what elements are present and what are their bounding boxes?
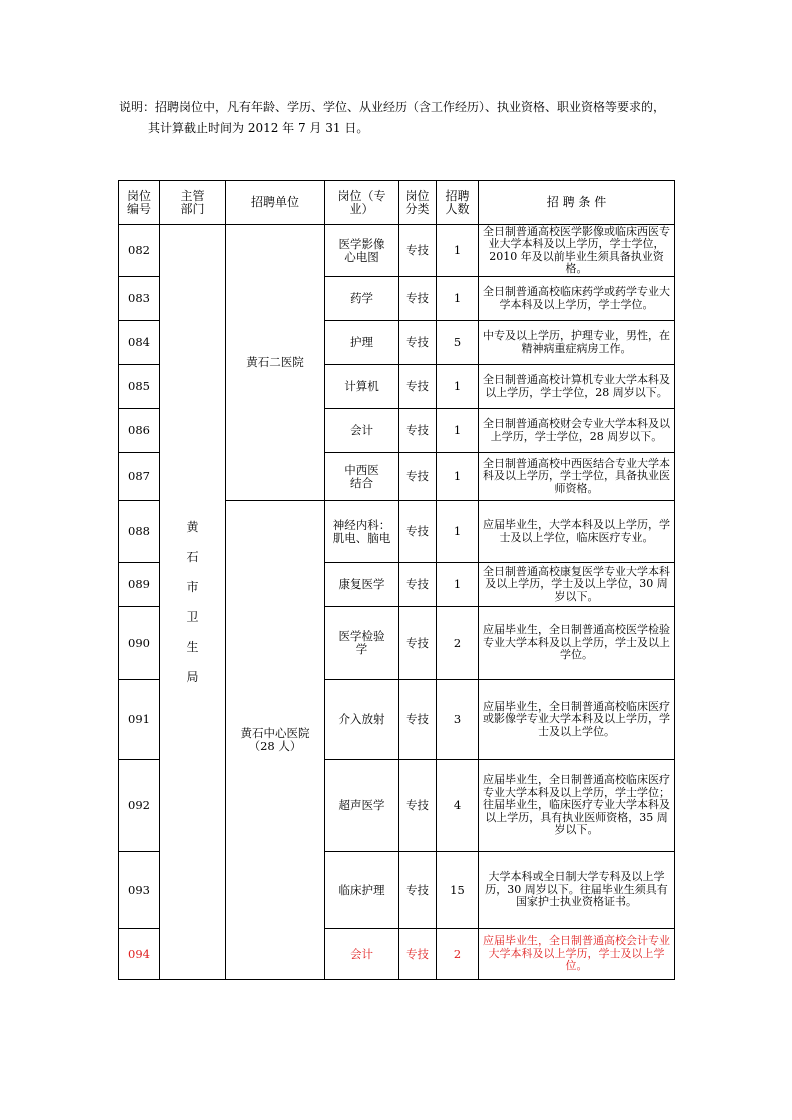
row-count: 3 [437,680,479,760]
row-conditions: 应届毕业生，全日制普通高校临床医疗或影像学专业大学本科及以上学历，学士及以上学位。 [479,680,675,760]
row-count: 15 [437,852,479,929]
row-post: 会计 [325,929,399,980]
row-category: 专技 [399,760,437,852]
row-count: 1 [437,563,479,607]
row-conditions: 应届毕业生，大学本科及以上学历，学士及以上学位，临床医疗专业。 [479,501,675,563]
row-conditions: 应届毕业生，全日制普通高校医学检验专业大学本科及以上学历，学士及以上学位。 [479,607,675,680]
row-category: 专技 [399,453,437,501]
row-post: 会计 [325,409,399,453]
row-conditions: 全日制普通高校康复医学专业大学本科及以上学历，学士及以上学位，30 周岁以下。 [479,563,675,607]
row-count: 4 [437,760,479,852]
dept-name: 黄石市卫生局 [186,520,199,684]
header-conditions: 招 聘 条 件 [479,181,675,225]
row-code: 085 [119,365,160,409]
row-post: 药学 [325,277,399,321]
row-code: 089 [119,563,160,607]
row-code: 082 [119,225,160,277]
row-code: 094 [119,929,160,980]
row-conditions: 应届毕业生，全日制普通高校会计专业大学本科及以上学历，学士及以上学位。 [479,929,675,980]
row-code: 084 [119,321,160,365]
note-line-2: 其计算截止时间为 2012 年 7 月 31 日。 [148,121,369,135]
row-count: 2 [437,929,479,980]
row-post: 临床护理 [325,852,399,929]
row-conditions: 中专及以上学历，护理专业，男性，在精神病重症病房工作。 [479,321,675,365]
row-post: 医学检验学 [325,607,399,680]
row-count: 2 [437,607,479,680]
row-category: 专技 [399,501,437,563]
row-category: 专技 [399,277,437,321]
unit-cell-2: 黄石中心医院（28 人） [226,501,325,980]
row-code: 091 [119,680,160,760]
row-code: 088 [119,501,160,563]
row-post: 护理 [325,321,399,365]
row-count: 1 [437,225,479,277]
row-count: 1 [437,365,479,409]
row-code: 093 [119,852,160,929]
header-code: 岗位编号 [119,181,160,225]
row-post: 超声医学 [325,760,399,852]
row-category: 专技 [399,680,437,760]
row-count: 1 [437,501,479,563]
row-conditions: 全日制普通高校财会专业大学本科及以上学历，学士学位，28 周岁以下。 [479,409,675,453]
row-conditions: 应届毕业生，全日制普通高校临床医疗专业大学本科及以上学历，学士学位；往届毕业生，临床医疗专业大学本科及以上学历，具有执业医师资格，35 周岁以下。 [479,760,675,852]
header-count: 招聘人数 [437,181,479,225]
row-category: 专技 [399,321,437,365]
row-code: 087 [119,453,160,501]
row-count: 5 [437,321,479,365]
row-post: 神经内科：肌电、脑电 [325,501,399,563]
row-code: 092 [119,760,160,852]
recruitment-table [118,180,675,980]
header-unit: 招聘单位 [226,181,325,225]
row-count: 1 [437,453,479,501]
row-post: 医学影像心电图 [325,225,399,277]
table-row [119,225,675,277]
row-category: 专技 [399,852,437,929]
row-post: 中西医结合 [325,453,399,501]
dept-cell [160,225,226,980]
row-category: 专技 [399,365,437,409]
row-conditions: 全日制普通高校医学影像或临床西医专业大学本科及以上学历，学士学位，2010 年及以前毕业生须具备执业资格。 [479,225,675,277]
row-conditions: 大学本科或全日制大学专科及以上学历，30 周岁以下。往届毕业生须具有国家护士执业资格证书。 [479,852,675,929]
row-category: 专技 [399,563,437,607]
header-row [119,181,675,225]
row-category: 专技 [399,929,437,980]
row-count: 1 [437,409,479,453]
row-category: 专技 [399,409,437,453]
row-conditions: 全日制普通高校计算机专业大学本科及以上学历，学士学位，28 周岁以下。 [479,365,675,409]
row-post: 康复医学 [325,563,399,607]
row-category: 专技 [399,225,437,277]
header-post: 岗位（专业） [325,181,399,225]
row-conditions: 全日制普通高校临床药学或药学专业大学本科及以上学历，学士学位。 [479,277,675,321]
row-count: 1 [437,277,479,321]
unit-cell-1: 黄石二医院 [226,225,325,501]
row-code: 083 [119,277,160,321]
header-category: 岗位分类 [399,181,437,225]
row-code: 090 [119,607,160,680]
row-code: 086 [119,409,160,453]
row-post: 计算机 [325,365,399,409]
row-conditions: 全日制普通高校中西医结合专业大学本科及以上学历，学士学位，具备执业医师资格。 [479,453,675,501]
note-line-1: 说明：招聘岗位中，凡有年龄、学历、学位、从业经历（含工作经历）、执业资格、职业资格等要求的， [119,100,666,114]
header-dept: 主管部门 [160,181,226,225]
row-post: 介入放射 [325,680,399,760]
row-category: 专技 [399,607,437,680]
